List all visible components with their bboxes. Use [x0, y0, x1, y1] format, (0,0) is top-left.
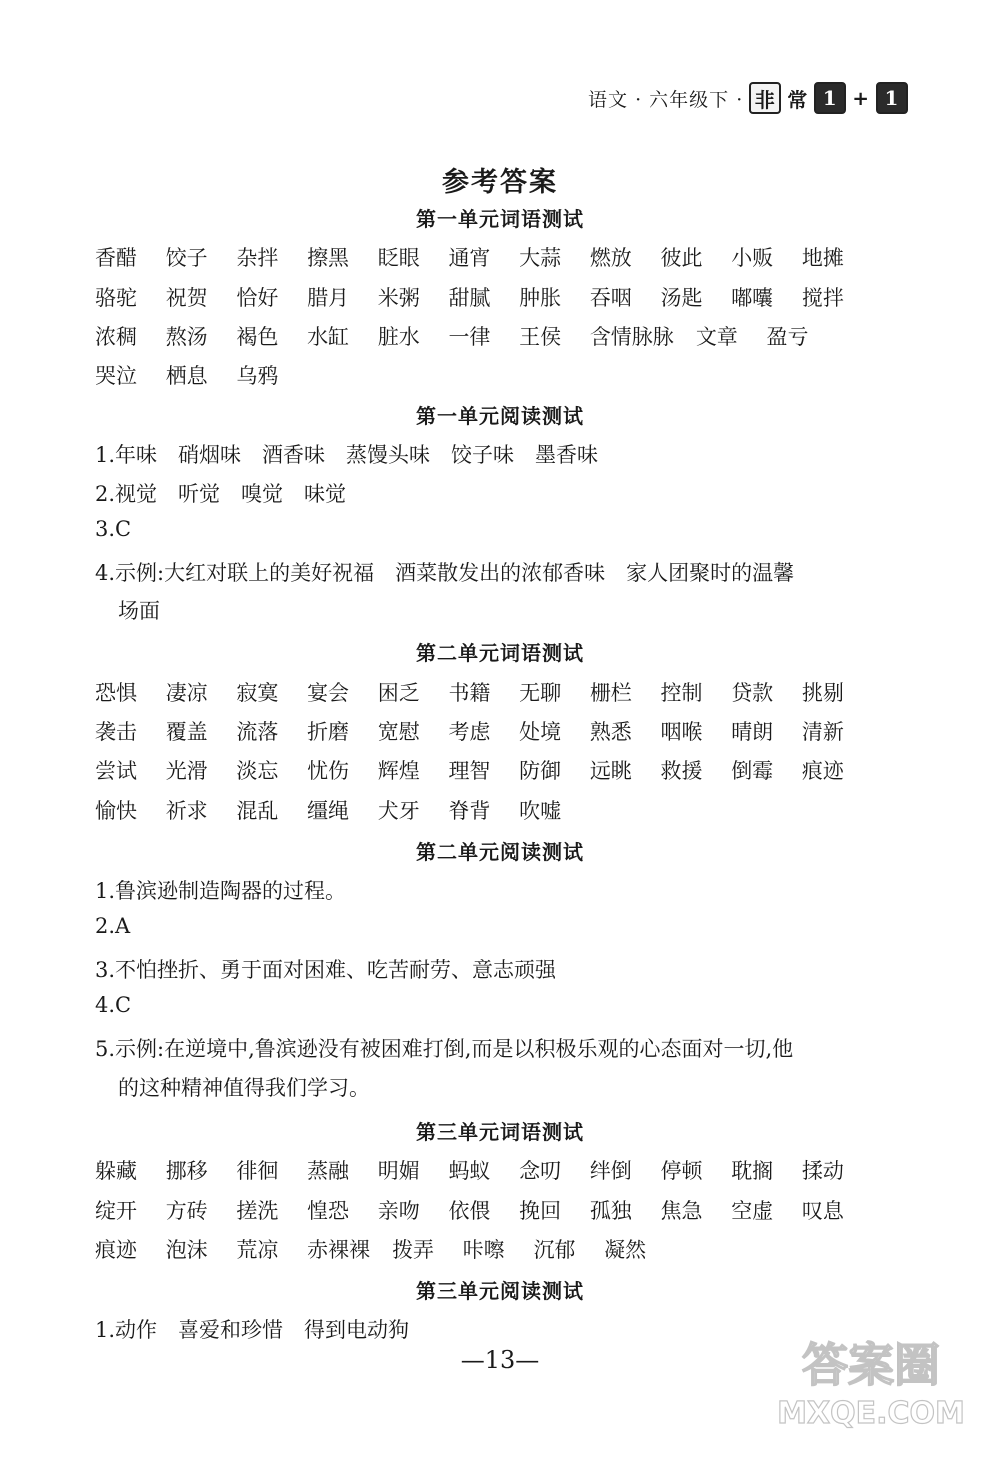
vocab-word: 浓稠: [95, 325, 137, 349]
vocab-word: 宽慰: [377, 720, 420, 744]
vocab-word: 嘟囔: [731, 286, 774, 310]
section-heading: 第三单元阅读测试: [416, 1279, 584, 1303]
answer-line: 的这种精神值得我们学习。: [118, 1076, 370, 1100]
badge-one-b: 1: [876, 82, 908, 114]
section-heading: 第二单元阅读测试: [416, 840, 584, 864]
vocab-word: 方砖: [165, 1199, 208, 1223]
page-title: 参考答案: [442, 167, 558, 198]
answer-line: 1.鲁滨逊制造陶器的过程。: [95, 879, 347, 903]
section-heading: 第二单元词语测试: [416, 641, 584, 665]
vocab-word: 徘徊: [236, 1159, 279, 1183]
vocab-word: 蒸融: [307, 1159, 350, 1183]
section-heading: 第三单元词语测试: [416, 1120, 584, 1144]
vocab-word: 缰绳: [307, 799, 350, 823]
vocab-word: 清新: [801, 720, 844, 744]
vocab-word: 辉煌: [377, 759, 420, 783]
answer-line: 2.视觉 听觉 嗅觉 味觉: [95, 482, 347, 506]
badge-fei: 非: [749, 82, 781, 114]
vocab-word: 孤独: [589, 1199, 632, 1223]
vocab-word: 贷款: [731, 681, 774, 705]
vocab-word: 覆盖: [165, 720, 208, 744]
vocab-word: 赤裸裸: [307, 1238, 371, 1262]
vocab-word: 挑剔: [801, 681, 844, 705]
vocab-word: 停顿: [660, 1159, 703, 1183]
vocab-word: 汤匙: [660, 286, 703, 310]
vocab-word: 燃放: [589, 246, 632, 270]
page-number: —13—: [460, 1346, 540, 1374]
vocab-word: 考虑: [448, 720, 491, 744]
vocab-word: 袭击: [95, 720, 137, 744]
badge-plus: +: [852, 86, 870, 110]
vocab-word: 王侯: [519, 325, 562, 349]
answer-line: 2.A: [95, 914, 131, 938]
vocab-word: 褐色: [236, 325, 279, 349]
vocab-word: 沉郁: [533, 1238, 576, 1262]
section-heading: 第一单元词语测试: [416, 207, 584, 231]
vocab-word: 空虚: [731, 1199, 774, 1223]
vocab-word: 寂寞: [236, 681, 279, 705]
vocab-word: 挪移: [165, 1159, 208, 1183]
vocab-word: 小贩: [731, 246, 774, 270]
vocab-word: 米粥: [377, 286, 420, 310]
word-row: [95, 1234, 955, 1264]
vocab-word: 腊月: [307, 286, 350, 310]
answer-line: 1.动作 喜爱和珍惜 得到电动狗: [95, 1318, 410, 1342]
vocab-word: 甜腻: [448, 286, 491, 310]
word-row: [95, 321, 955, 351]
answer-line: 3.不怕挫折、勇于面对困难、吃苦耐劳、意志顽强: [95, 958, 557, 982]
vocab-word: 躲藏: [95, 1159, 137, 1183]
answer-line: 4.C: [95, 993, 132, 1017]
vocab-word: 吞咽: [589, 286, 632, 310]
vocab-word: 耽搁: [731, 1159, 774, 1183]
vocab-word: 熟悉: [589, 720, 632, 744]
answer-line: 4.示例:大红对联上的美好祝福 酒菜散发出的浓郁香味 家人团聚时的温馨: [95, 561, 795, 585]
vocab-word: 恐惧: [95, 681, 137, 705]
vocab-word: 饺子: [165, 246, 208, 270]
vocab-word: 乌鸦: [236, 364, 279, 388]
watermark-line1: 答案圈: [802, 1338, 940, 1392]
vocab-word: 搅拌: [801, 286, 844, 310]
vocab-word: 熬汤: [165, 325, 208, 349]
vocab-word: 绊倒: [589, 1159, 632, 1183]
vocab-word: 搓洗: [236, 1199, 279, 1223]
page-header: [588, 82, 908, 114]
vocab-word: 晴朗: [731, 720, 774, 744]
vocab-word: 叹息: [801, 1199, 844, 1223]
vocab-word: 凄凉: [165, 681, 208, 705]
vocab-word: 泡沫: [165, 1238, 208, 1262]
vocab-word: 吹嘘: [519, 799, 562, 823]
vocab-word: 流落: [236, 720, 279, 744]
vocab-word: 救援: [660, 759, 703, 783]
word-row: [95, 677, 955, 707]
word-row: [95, 795, 955, 825]
badge-one-a: 1: [814, 82, 846, 114]
vocab-word: 香醋: [95, 246, 137, 270]
word-row: [95, 360, 955, 390]
vocab-word: 水缸: [307, 325, 350, 349]
vocab-word: 一律: [448, 325, 491, 349]
vocab-word: 犬牙: [377, 799, 420, 823]
vocab-word: 无聊: [519, 681, 562, 705]
vocab-word: 忧伤: [307, 759, 350, 783]
header-text: 语文 · 六年级下 ·: [588, 88, 744, 111]
vocab-word: 处境: [519, 720, 562, 744]
vocab-word: 地摊: [801, 246, 844, 270]
word-row: [95, 282, 955, 312]
vocab-word: 淡忘: [236, 759, 279, 783]
vocab-word: 恰好: [236, 286, 279, 310]
vocab-word: 明媚: [377, 1159, 420, 1183]
answer-line: 5.示例:在逆境中,鲁滨逊没有被困难打倒,而是以积极乐观的心态面对一切,他: [95, 1037, 794, 1061]
word-row: [95, 1195, 955, 1225]
vocab-word: 惶恐: [307, 1199, 350, 1223]
section-heading: 第一单元阅读测试: [416, 404, 584, 428]
vocab-word: 含情脉脉: [589, 325, 674, 349]
vocab-word: 蚂蚁: [448, 1159, 491, 1183]
vocab-word: 拨弄: [392, 1238, 435, 1262]
word-row: [95, 1155, 955, 1185]
answer-line: 场面: [118, 599, 160, 623]
vocab-word: 防御: [519, 759, 562, 783]
vocab-word: 挽回: [519, 1199, 562, 1223]
vocab-word: 肿胀: [519, 286, 562, 310]
vocab-word: 祝贺: [165, 286, 208, 310]
vocab-word: 折磨: [307, 720, 350, 744]
vocab-word: 依偎: [448, 1199, 491, 1223]
vocab-word: 大蒜: [519, 246, 562, 270]
vocab-word: 控制: [660, 681, 703, 705]
badge-chang: 常: [787, 87, 809, 112]
word-row: [95, 716, 955, 746]
vocab-word: 荒凉: [236, 1238, 279, 1262]
vocab-word: 哭泣: [95, 364, 137, 388]
vocab-word: 咽喉: [660, 720, 703, 744]
word-row: [95, 242, 955, 272]
vocab-word: 混乱: [236, 799, 279, 823]
answer-line: 1.年味 硝烟味 酒香味 蒸馒头味 饺子味 墨香味: [95, 443, 599, 467]
vocab-word: 骆驼: [95, 286, 137, 310]
vocab-word: 通宵: [448, 246, 491, 270]
vocab-word: 栖息: [165, 364, 208, 388]
vocab-word: 远眺: [589, 759, 632, 783]
vocab-word: 脏水: [377, 325, 420, 349]
watermark-logo: [766, 1323, 976, 1433]
vocab-word: 盈亏: [766, 325, 809, 349]
vocab-word: 困乏: [377, 681, 420, 705]
vocab-word: 亲吻: [377, 1199, 420, 1223]
vocab-word: 凝然: [604, 1238, 647, 1262]
vocab-word: 理智: [448, 759, 491, 783]
vocab-word: 光滑: [165, 759, 208, 783]
vocab-word: 彼此: [660, 246, 703, 270]
vocab-word: 擦黑: [307, 246, 350, 270]
vocab-word: 杂拌: [236, 246, 279, 270]
vocab-word: 书籍: [448, 681, 491, 705]
vocab-word: 揉动: [801, 1159, 844, 1183]
vocab-word: 祈求: [165, 799, 208, 823]
vocab-word: 眨眼: [377, 246, 420, 270]
vocab-word: 尝试: [95, 759, 137, 783]
vocab-word: 脊背: [448, 799, 491, 823]
vocab-word: 痕迹: [801, 759, 844, 783]
answer-line: 3.C: [95, 517, 132, 541]
vocab-word: 宴会: [307, 681, 350, 705]
vocab-word: 倒霉: [731, 759, 774, 783]
vocab-word: 绽开: [95, 1199, 137, 1223]
vocab-word: 文章: [695, 325, 738, 349]
vocab-word: 焦急: [660, 1199, 703, 1223]
watermark-line2: MXQE.COM: [777, 1396, 965, 1431]
vocab-word: 念叨: [519, 1159, 562, 1183]
vocab-word: 痕迹: [95, 1238, 137, 1262]
vocab-word: 咔嚓: [462, 1238, 505, 1262]
vocab-word: 栅栏: [589, 681, 632, 705]
vocab-word: 愉快: [95, 799, 137, 823]
word-row: [95, 755, 955, 785]
